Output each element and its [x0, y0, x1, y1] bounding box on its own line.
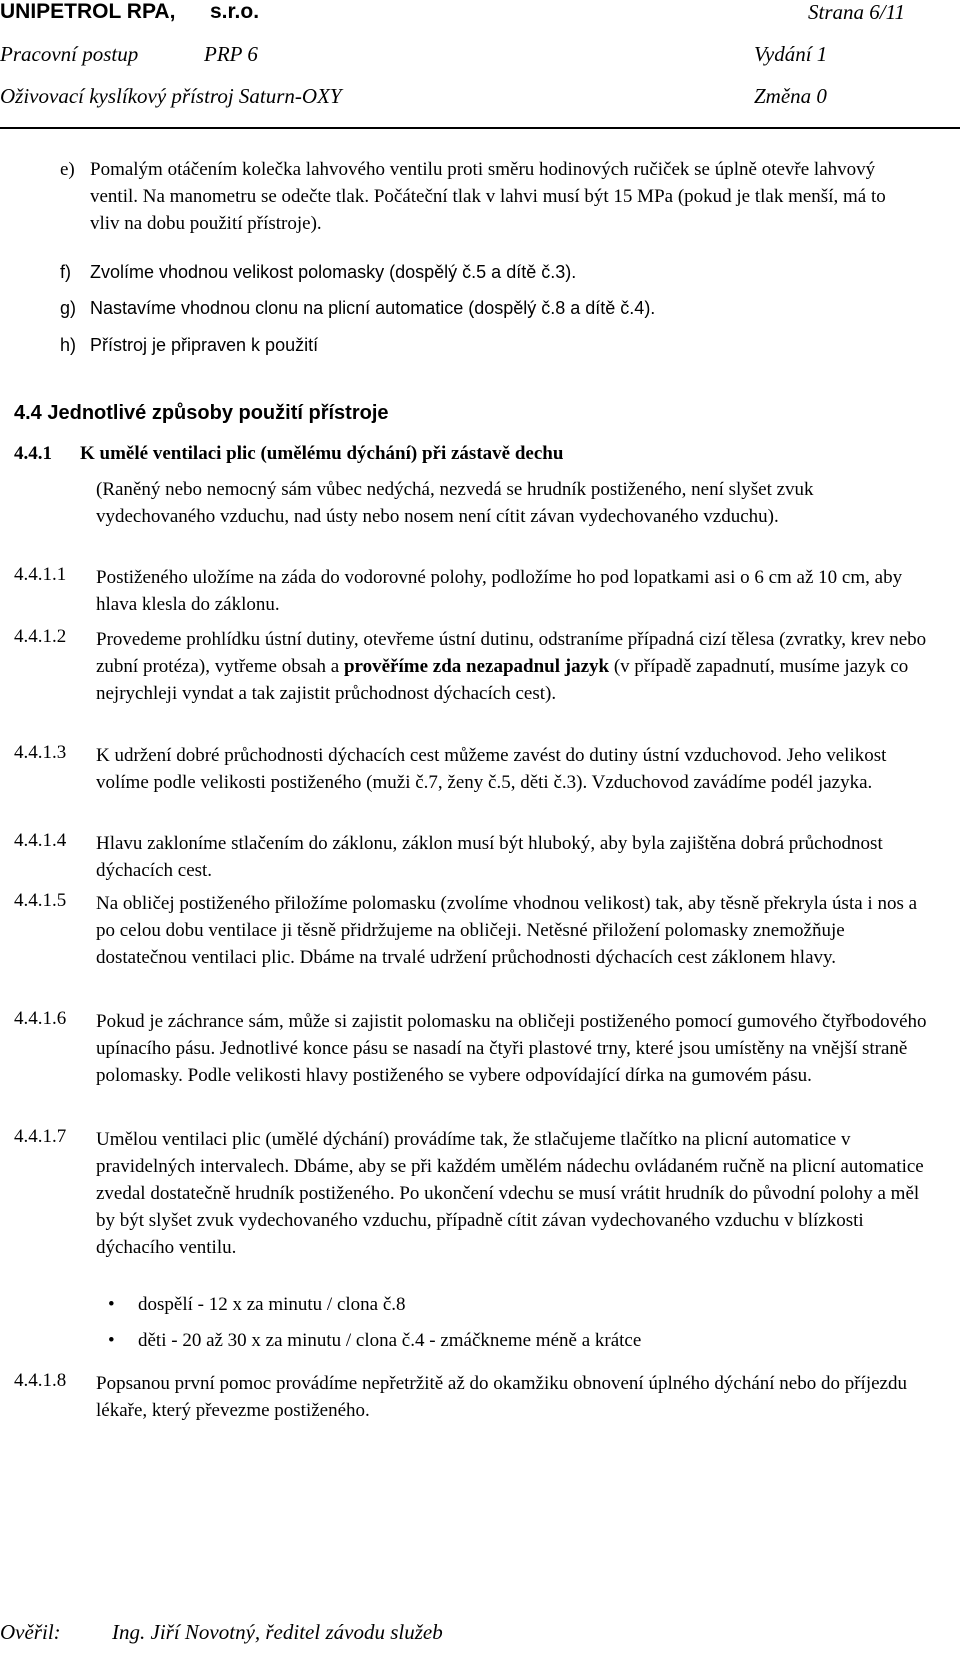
item-text: K udržení dobré průchodnosti dýchacích cest můžeme zavést do dutiny ústní vzduchovod. Jeho velikost volíme podle velikosti postiženého (muži č.7, ženy č.5, děti č.3). Vzduchovod zavádíme podél jazyka.: [96, 745, 887, 793]
item-number: 4.4.1.1: [14, 564, 67, 585]
step-text: Pomalým otáčením kolečka lahvového ventilu proti směru hodinových ručiček se úplně otevře lahvový ventil. Na manometru se odečte tlak. Počáteční tlak v lahvi musí být 15 MPa (pokud je tlak menší, má to vliv na dobu použití přístroje).: [90, 159, 886, 234]
page-header: [0, 0, 960, 130]
edition: Vydání 1: [754, 42, 828, 66]
item-number: 4.4.1.8: [14, 1370, 67, 1391]
step-label: h): [60, 335, 77, 355]
device-name: Oživovací kyslíkový přístroj Saturn-OXY: [0, 84, 342, 108]
item-text: Umělou ventilaci plic (umělé dýchání) provádíme tak, že stlačujeme tlačítko na plicní automatice v pravidelných intervalech. Dbáme, aby se při každém umělém nádechu ovládaném ručně na plicní automatice zvedal dostatečně hrudník postiženého. Po ukončení vdechu se musí vrátit hrudník do původní polohy a měl by být slyšet zvuk vydechovaného vzduchu, případně cítit závan vydechovaného vzduchu v blízkosti dýchacího ventilu.: [96, 1129, 924, 1258]
item-number: 4.4.1.4: [14, 830, 67, 851]
step-label: e): [60, 159, 75, 180]
item-text: Postiženého uložíme na záda do vodorovné polohy, podložíme ho pod lopatkami asi o 6 cm až 10 cm, aby hlava klesla do záklonu.: [96, 567, 903, 615]
step-text: Přístroj je připraven k použití: [90, 335, 319, 355]
item-number: 4.4.1.2: [14, 626, 67, 647]
item-number: 4.4.1.3: [14, 742, 67, 763]
subsection-title: K umělé ventilaci plic (umělému dýchání) při zástavě dechu: [80, 443, 564, 464]
item-text: Na obličej postiženého přiložíme polomasku (zvolíme vhodnou velikost) tak, aby těsně překryla ústa i nos a po celou dobu ventilace ji těsně přidržujeme na obličeji. Netěsné přiložení polomasky znemožňuje dostatečnou ventilaci plic. Dbáme na trvalé udržení průchodnosti dýchacích cest záklonem hlavy.: [96, 893, 918, 968]
bullet-icon: •: [108, 1294, 115, 1315]
item-text: Popsanou první pomoc provádíme nepřetržitě až do okamžiku obnovení úplného dýchání nebo do příjezdu lékaře, který převezme postiženého.: [96, 1373, 907, 1421]
step-text: Nastavíme vhodnou clonu na plicní automatice (dospělý č.8 a dítě č.4).: [90, 298, 656, 318]
header-divider: [0, 127, 960, 129]
step-label: g): [60, 298, 77, 318]
section-heading: 4.4 Jednotlivé způsoby použití přístroje: [14, 402, 389, 424]
item-text: Hlavu zakloníme stlačením do záklonu, záklon musí být hluboký, aby byla zajištěna dobrá průchodnost dýchacích cest.: [96, 833, 883, 881]
item-text-part: (v případě zapadnutí, musíme jazyk co nejrychleji vyndat a tak zajistit průchodnost dýchacích cest).: [96, 656, 909, 704]
document-code: PRP 6: [204, 42, 258, 66]
step-label: f): [60, 262, 71, 282]
company-suffix: s.r.o.: [210, 0, 260, 23]
item-text: Pokud je záchrance sám, může si zajistit polomasku na obličeji postiženého pomocí gumového čtyřbodového upínacího pásu. Jednotlivé konce pásu se nasadí na čtyři plastové trny, které jsou umístěny na vnější straně polomasky. Podle velikosti hlavy postiženého se vybere odpovídající dírka na gumovém pásu.: [96, 1011, 927, 1086]
item-number: 4.4.1.5: [14, 890, 67, 911]
item-text-emphasis: prověříme zda nezapadnul jazyk: [343, 656, 610, 677]
bullet-text: dospělí - 12 x za minutu / clona č.8: [138, 1294, 406, 1315]
item-number: 4.4.1.7: [14, 1126, 67, 1147]
bullet-text: děti - 20 až 30 x za minutu / clona č.4 - zmáčkneme méně a krátce: [138, 1330, 642, 1351]
subsection-intro: (Raněný nebo nemocný sám vůbec nedýchá, nezvedá se hrudník postiženého, není slyšet zvuk vydechovaného vzduchu, nad ústy nebo nosem není cítit závan vydechovaného vzduchu).: [96, 479, 814, 527]
footer-label: Ověřil:: [0, 1620, 61, 1644]
item-text-part: Provedeme prohlídku ústní dutiny, otevřeme ústní dutinu, odstraníme případná cizí tělesa (zvratky, krev nebo zubní protéza), vytřeme obsah a: [96, 629, 927, 677]
change-number: Změna 0: [754, 84, 827, 108]
footer-signatory: Ing. Jiří Novotný, ředitel závodu služeb: [112, 1620, 443, 1644]
subsection-number: 4.4.1: [14, 443, 52, 464]
bullet-icon: •: [108, 1330, 115, 1351]
document-type: Pracovní postup: [0, 42, 139, 66]
item-number: 4.4.1.6: [14, 1008, 67, 1029]
item-text: [96, 626, 936, 707]
step-text: Zvolíme vhodnou velikost polomasky (dospělý č.5 a dítě č.3).: [90, 262, 577, 282]
company-name: UNIPETROL RPA,: [0, 0, 176, 23]
page-number: Strana 6/11: [808, 0, 906, 24]
